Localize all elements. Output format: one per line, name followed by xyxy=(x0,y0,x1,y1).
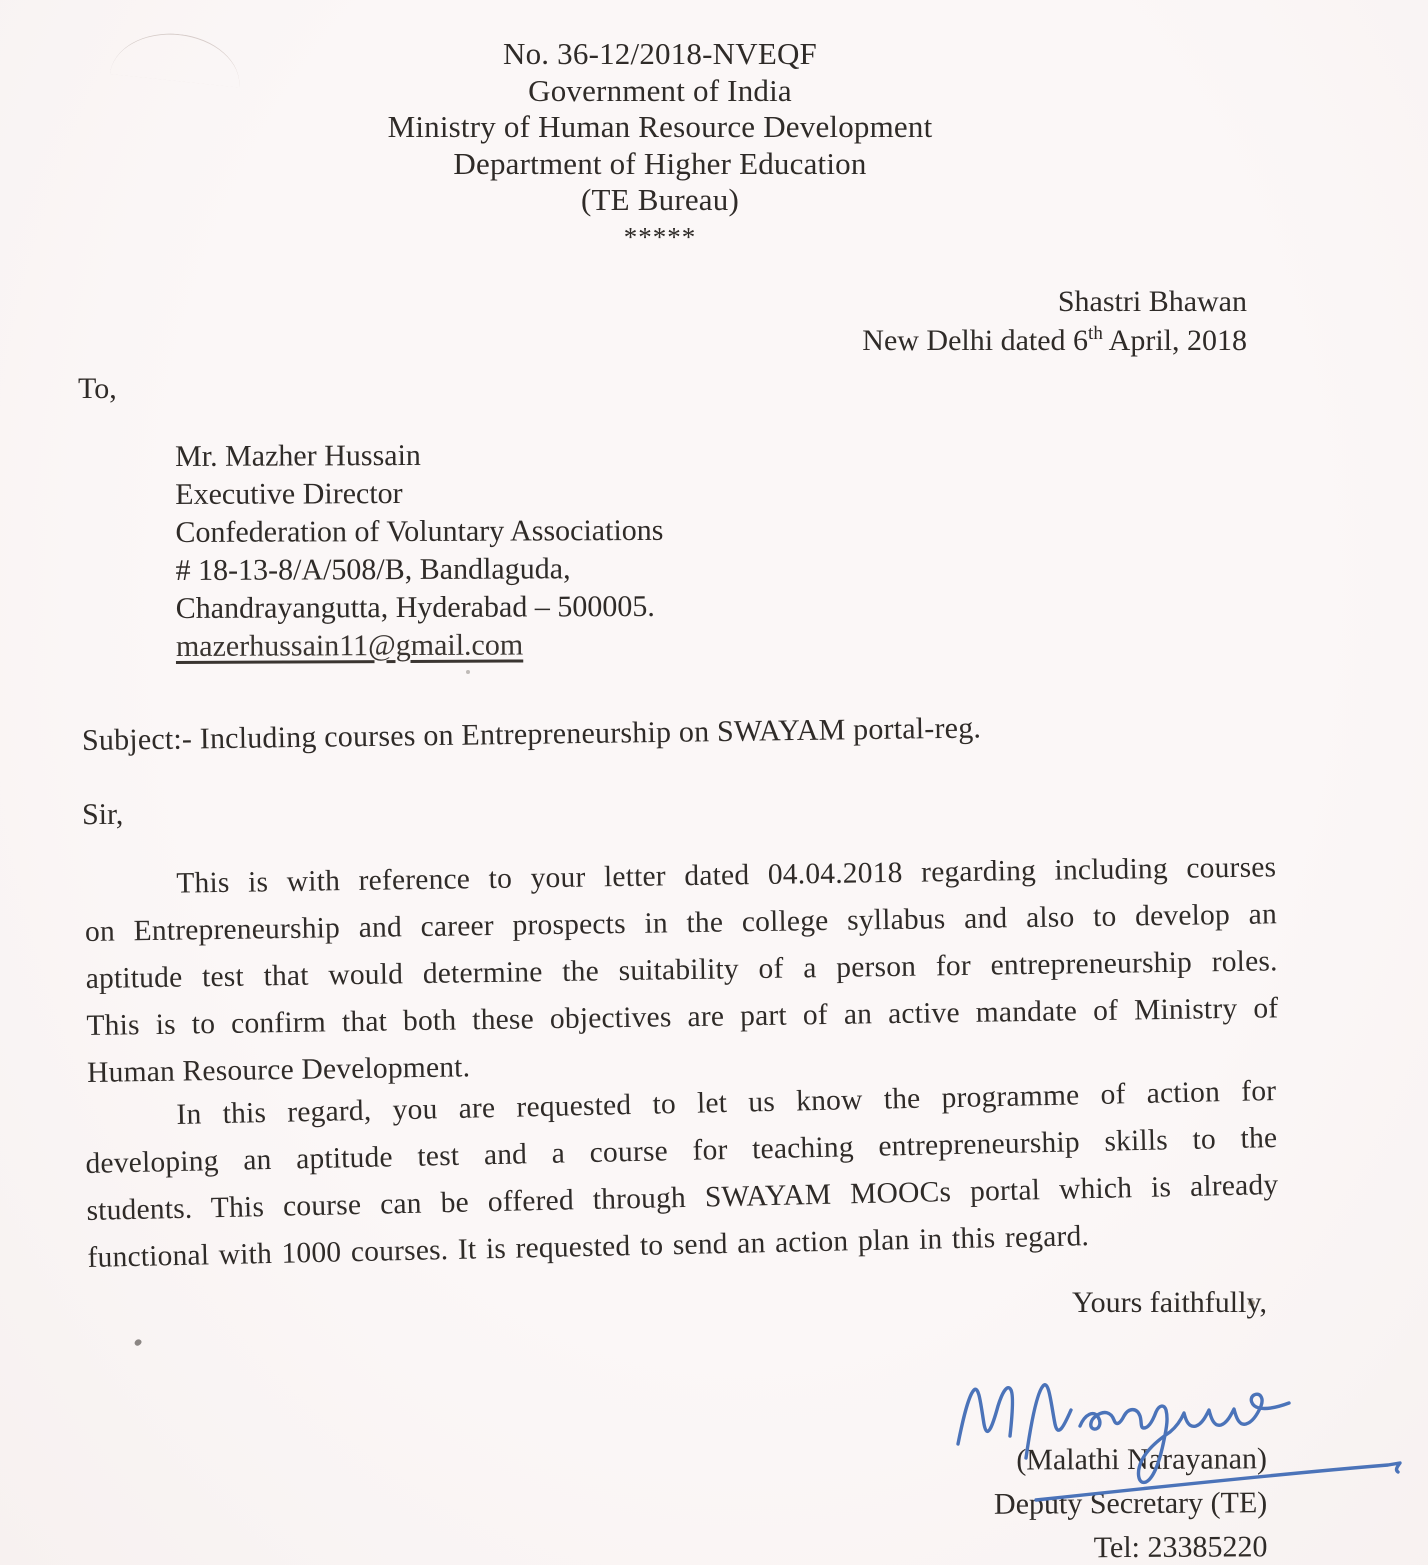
date-line xyxy=(862,321,1247,360)
signature-stroke-M xyxy=(958,1388,1013,1444)
recipient-email: mazerhussain11@gmail.com xyxy=(175,628,524,663)
body-paragraph-2 xyxy=(84,1068,1280,1282)
signature-stroke-lowercase xyxy=(1080,1394,1289,1482)
body-paragraph-line: This is with reference to your letter dated 04.04.2018 regarding including courses xyxy=(176,851,1277,900)
body-paragraph-line: functional with 1000 courses. It is requested to send an action plan in this regard. xyxy=(87,1220,1090,1274)
recipient-address-line: Chandrayangutta, Hyderabad – 500005. xyxy=(175,589,655,625)
date-prefix: New Delhi dated 6 xyxy=(862,324,1089,357)
body-paragraph-line: aptitude test that would determine the suitability of a person for entrepreneurship roles. xyxy=(85,945,1278,995)
valediction: Yours faithfully, xyxy=(1071,1286,1267,1319)
government-line: Government of India xyxy=(528,72,792,108)
recipient-address-line: # 18-13-8/A/508/B, Bandlaguda, xyxy=(175,552,571,587)
body-paragraph-line: Human Resource Development. xyxy=(86,1051,471,1089)
letterhead xyxy=(0,36,1320,255)
body-paragraph-line: on Entrepreneurship and career prospects in the college syllabus and also to develop an xyxy=(84,898,1278,948)
place-date-block xyxy=(862,282,1247,360)
signature xyxy=(948,1366,1428,1504)
bureau-line: (TE Bureau) xyxy=(581,182,739,217)
body-paragraph-line: In this regard, you are requested to let us know the programme of action for xyxy=(176,1074,1277,1131)
scan-speck xyxy=(133,1338,142,1347)
subject-line: Subject:- Including courses on Entrepreneurship on SWAYAM portal-reg. xyxy=(81,711,982,757)
signature-stroke-N xyxy=(1026,1385,1071,1458)
salutation: Sir, xyxy=(81,797,124,832)
separator-stars: ***** xyxy=(623,221,697,252)
recipient-address-block xyxy=(175,436,664,666)
date-suffix: April, 2018 xyxy=(1102,324,1247,357)
scan-speck xyxy=(466,670,470,674)
reference-number: No. 36-12/2018-NVEQF xyxy=(503,36,817,71)
to-label: To, xyxy=(78,372,117,405)
body-paragraph-line: This is to confirm that both these objectives are part of an active mandate of Ministry of xyxy=(86,992,1279,1042)
body-paragraph-line: students. This course can be offered through SWAYAM MOOCs portal which is already xyxy=(86,1168,1279,1227)
department-line: Department of Higher Education xyxy=(453,145,867,181)
date-ordinal-superscript: th xyxy=(1088,323,1103,344)
body-paragraph-1 xyxy=(84,844,1279,1097)
body-paragraph-line: developing an aptitude test and a course for teaching entrepreneurship skills to the xyxy=(85,1121,1278,1180)
signatory-designation: Deputy Secretary (TE) xyxy=(993,1486,1268,1521)
recipient-name: Mr. Mazher Hussain xyxy=(175,438,421,473)
recipient-organization: Confederation of Voluntary Associations xyxy=(175,513,664,549)
place-line: Shastri Bhawan xyxy=(1057,285,1247,318)
recipient-designation: Executive Director xyxy=(175,477,403,511)
signature-underline-stroke xyxy=(1036,1463,1400,1500)
ministry-line: Ministry of Human Resource Development xyxy=(387,109,933,144)
signatory-phone: Tel: 23385220 xyxy=(1093,1530,1268,1565)
signatory-name: (Malathi Narayanan) xyxy=(1015,1442,1267,1477)
